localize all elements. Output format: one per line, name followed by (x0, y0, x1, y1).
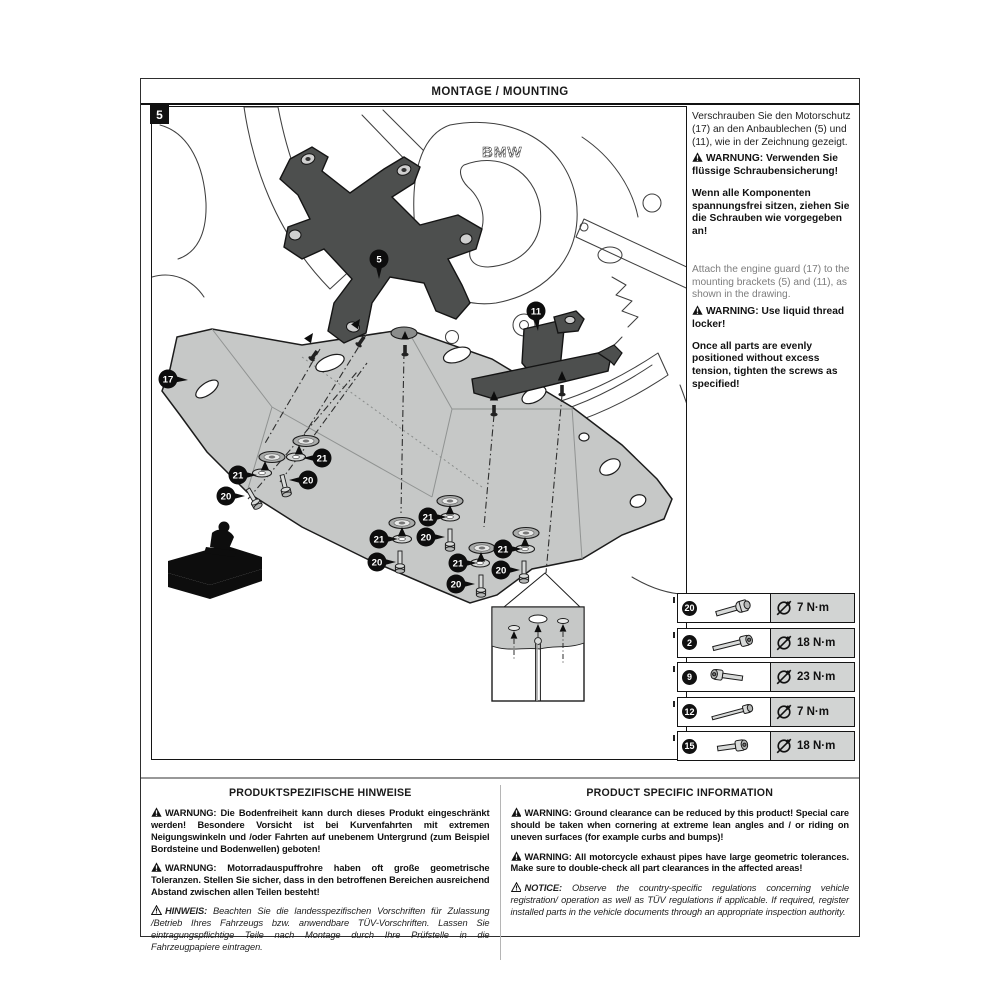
notes-en-heading: PRODUCT SPECIFIC INFORMATION (586, 787, 774, 799)
note-warning: WARNUNG: Motorradauspuffrohre haben oft große geometrische Toleranzen. Stellen Sie sicher, dass in den betroffenen Bereichen ausreichend Abstand zwischen allen Teilen besteht! (151, 863, 490, 897)
notes-de (141, 785, 500, 960)
warning-icon (692, 152, 703, 162)
note-warning: WARNING: Ground clearance can be reduced by this product! Special care should be taken when cornering at extreme lean angles and / or riding on uneven surfaces (for example curbs and bumps)! (510, 808, 849, 842)
note-notice: NOTICE: Observe the country-specific regulations concerning vehicle registration/ operation as well as TÜV regulations if applicable. If required, register installed parts in the vehicle documents through an appropriate inspection authority. (510, 883, 850, 917)
svg-text:17: 17 (162, 374, 174, 386)
step-number-badge: 5 (150, 105, 169, 124)
torque-value: 18 N·m (797, 636, 836, 649)
title-divider (141, 103, 859, 105)
torque-row (677, 593, 855, 623)
section-divider (141, 777, 859, 779)
drawing-frame (151, 106, 687, 760)
svg-text:20: 20 (371, 557, 383, 569)
svg-text:21: 21 (316, 453, 328, 465)
torque-row (677, 697, 855, 727)
instruction-de: Verschrauben Sie den Motorschutz (17) an den Anbaublechen (5) und (11), wie in der Zeichnung gezeigt. (692, 111, 851, 148)
svg-text:20: 20 (495, 565, 507, 577)
svg-text:5: 5 (376, 254, 382, 266)
part-badge: 20 (682, 601, 697, 616)
warning-icon (511, 807, 522, 817)
warning-icon (692, 305, 703, 315)
part-badge: 12 (682, 704, 697, 719)
notes-de-heading: PRODUKTSPEZIFISCHE HINWEISE (228, 787, 412, 799)
torque-wrench-icon (776, 704, 792, 720)
svg-text:20: 20 (220, 491, 232, 503)
spacer (692, 242, 854, 264)
brand-logo: BMW (482, 144, 523, 161)
svg-text:11: 11 (530, 306, 542, 318)
instruction-en-warning: WARNING: Use liquid thread locker! (692, 306, 845, 330)
svg-text:21: 21 (232, 470, 244, 482)
bolt-icon (701, 666, 770, 688)
detail-inset (492, 573, 584, 701)
part-badge: 2 (682, 635, 697, 650)
svg-text:21: 21 (422, 512, 434, 524)
svg-text:20: 20 (302, 475, 314, 487)
bolt-icon (701, 632, 770, 654)
torque-value: 18 N·m (797, 740, 836, 752)
torque-wrench-icon (776, 635, 792, 651)
torque-wrench-icon (776, 738, 792, 754)
instruction-en-2: Once all parts are evenly positioned without excess tension, tighten the screws as specified! (692, 340, 838, 390)
technical-drawing (152, 107, 686, 759)
instruction-en: Attach the engine guard (17) to the mounting brackets (5) and (11), as shown in the drawing. (692, 263, 850, 301)
torque-table (677, 593, 855, 761)
torque-value: 7 N·m (797, 602, 829, 614)
bolt-icon (701, 701, 770, 723)
torque-wrench-icon (776, 600, 792, 616)
bolt-icon (701, 597, 770, 619)
note-warning: WARNING: All motorcycle exhaust pipes have large geometric tolerances. Make sure to double-check all part clearances in the affected areas! (510, 851, 849, 874)
instruction-de-warning: WARNUNG: Verwenden Sie flüssige Schraubensicherung! (692, 153, 839, 178)
svg-text:20: 20 (420, 532, 432, 544)
instruction-de-2: Wenn alle Komponenten spannungsfrei sitzen, ziehen Sie die Schrauben wie vorgegeben an! (692, 187, 850, 238)
bolt-icon (701, 735, 770, 757)
svg-text:20: 20 (450, 579, 462, 591)
torque-value: 23 N·m (797, 671, 836, 683)
page-title: MONTAGE / MOUNTING (431, 86, 569, 98)
manual-page (140, 78, 860, 952)
part-badge: 15 (682, 739, 697, 754)
curb-warning-icon (168, 522, 262, 600)
torque-wrench-icon (776, 669, 792, 685)
svg-text:21: 21 (452, 558, 464, 570)
product-notes (141, 785, 859, 960)
note-notice: HINWEIS: Beachten Sie die landesspezifischen Vorschriften für Zulassung /Betrieb Ihres Fahrzeugs bzw. anwendbare TÜV-Vorschriften. Lassen Sie eintragungspflichtige Teile nach Montage durch Ihre Prüfstelle in die Fahrzeugpapiere eintragen. (151, 906, 490, 952)
warning-icon (151, 807, 162, 817)
part-badge: 9 (682, 670, 697, 685)
notice-icon (151, 905, 162, 915)
instruction-panel (692, 111, 854, 395)
torque-row (677, 662, 855, 692)
svg-text:21: 21 (373, 534, 385, 546)
svg-text:21: 21 (497, 544, 509, 556)
torque-row (677, 731, 855, 761)
torque-value: 7 N·m (797, 705, 829, 718)
warning-icon (151, 862, 162, 872)
notice-icon (511, 882, 522, 892)
warning-icon (511, 851, 522, 861)
note-warning: WARNUNG: Die Bodenfreiheit kann durch dieses Produkt eingeschränkt werden! Besondere Vorsicht ist bei Kurvenfahrten mit extremen Neigungswinkeln und /oder Fahrten auf unebenem Untergrund (zum Beispiel Bordsteine und Bodenwellen) geboten! (151, 808, 490, 854)
torque-row (677, 628, 855, 658)
notes-en (500, 785, 860, 960)
